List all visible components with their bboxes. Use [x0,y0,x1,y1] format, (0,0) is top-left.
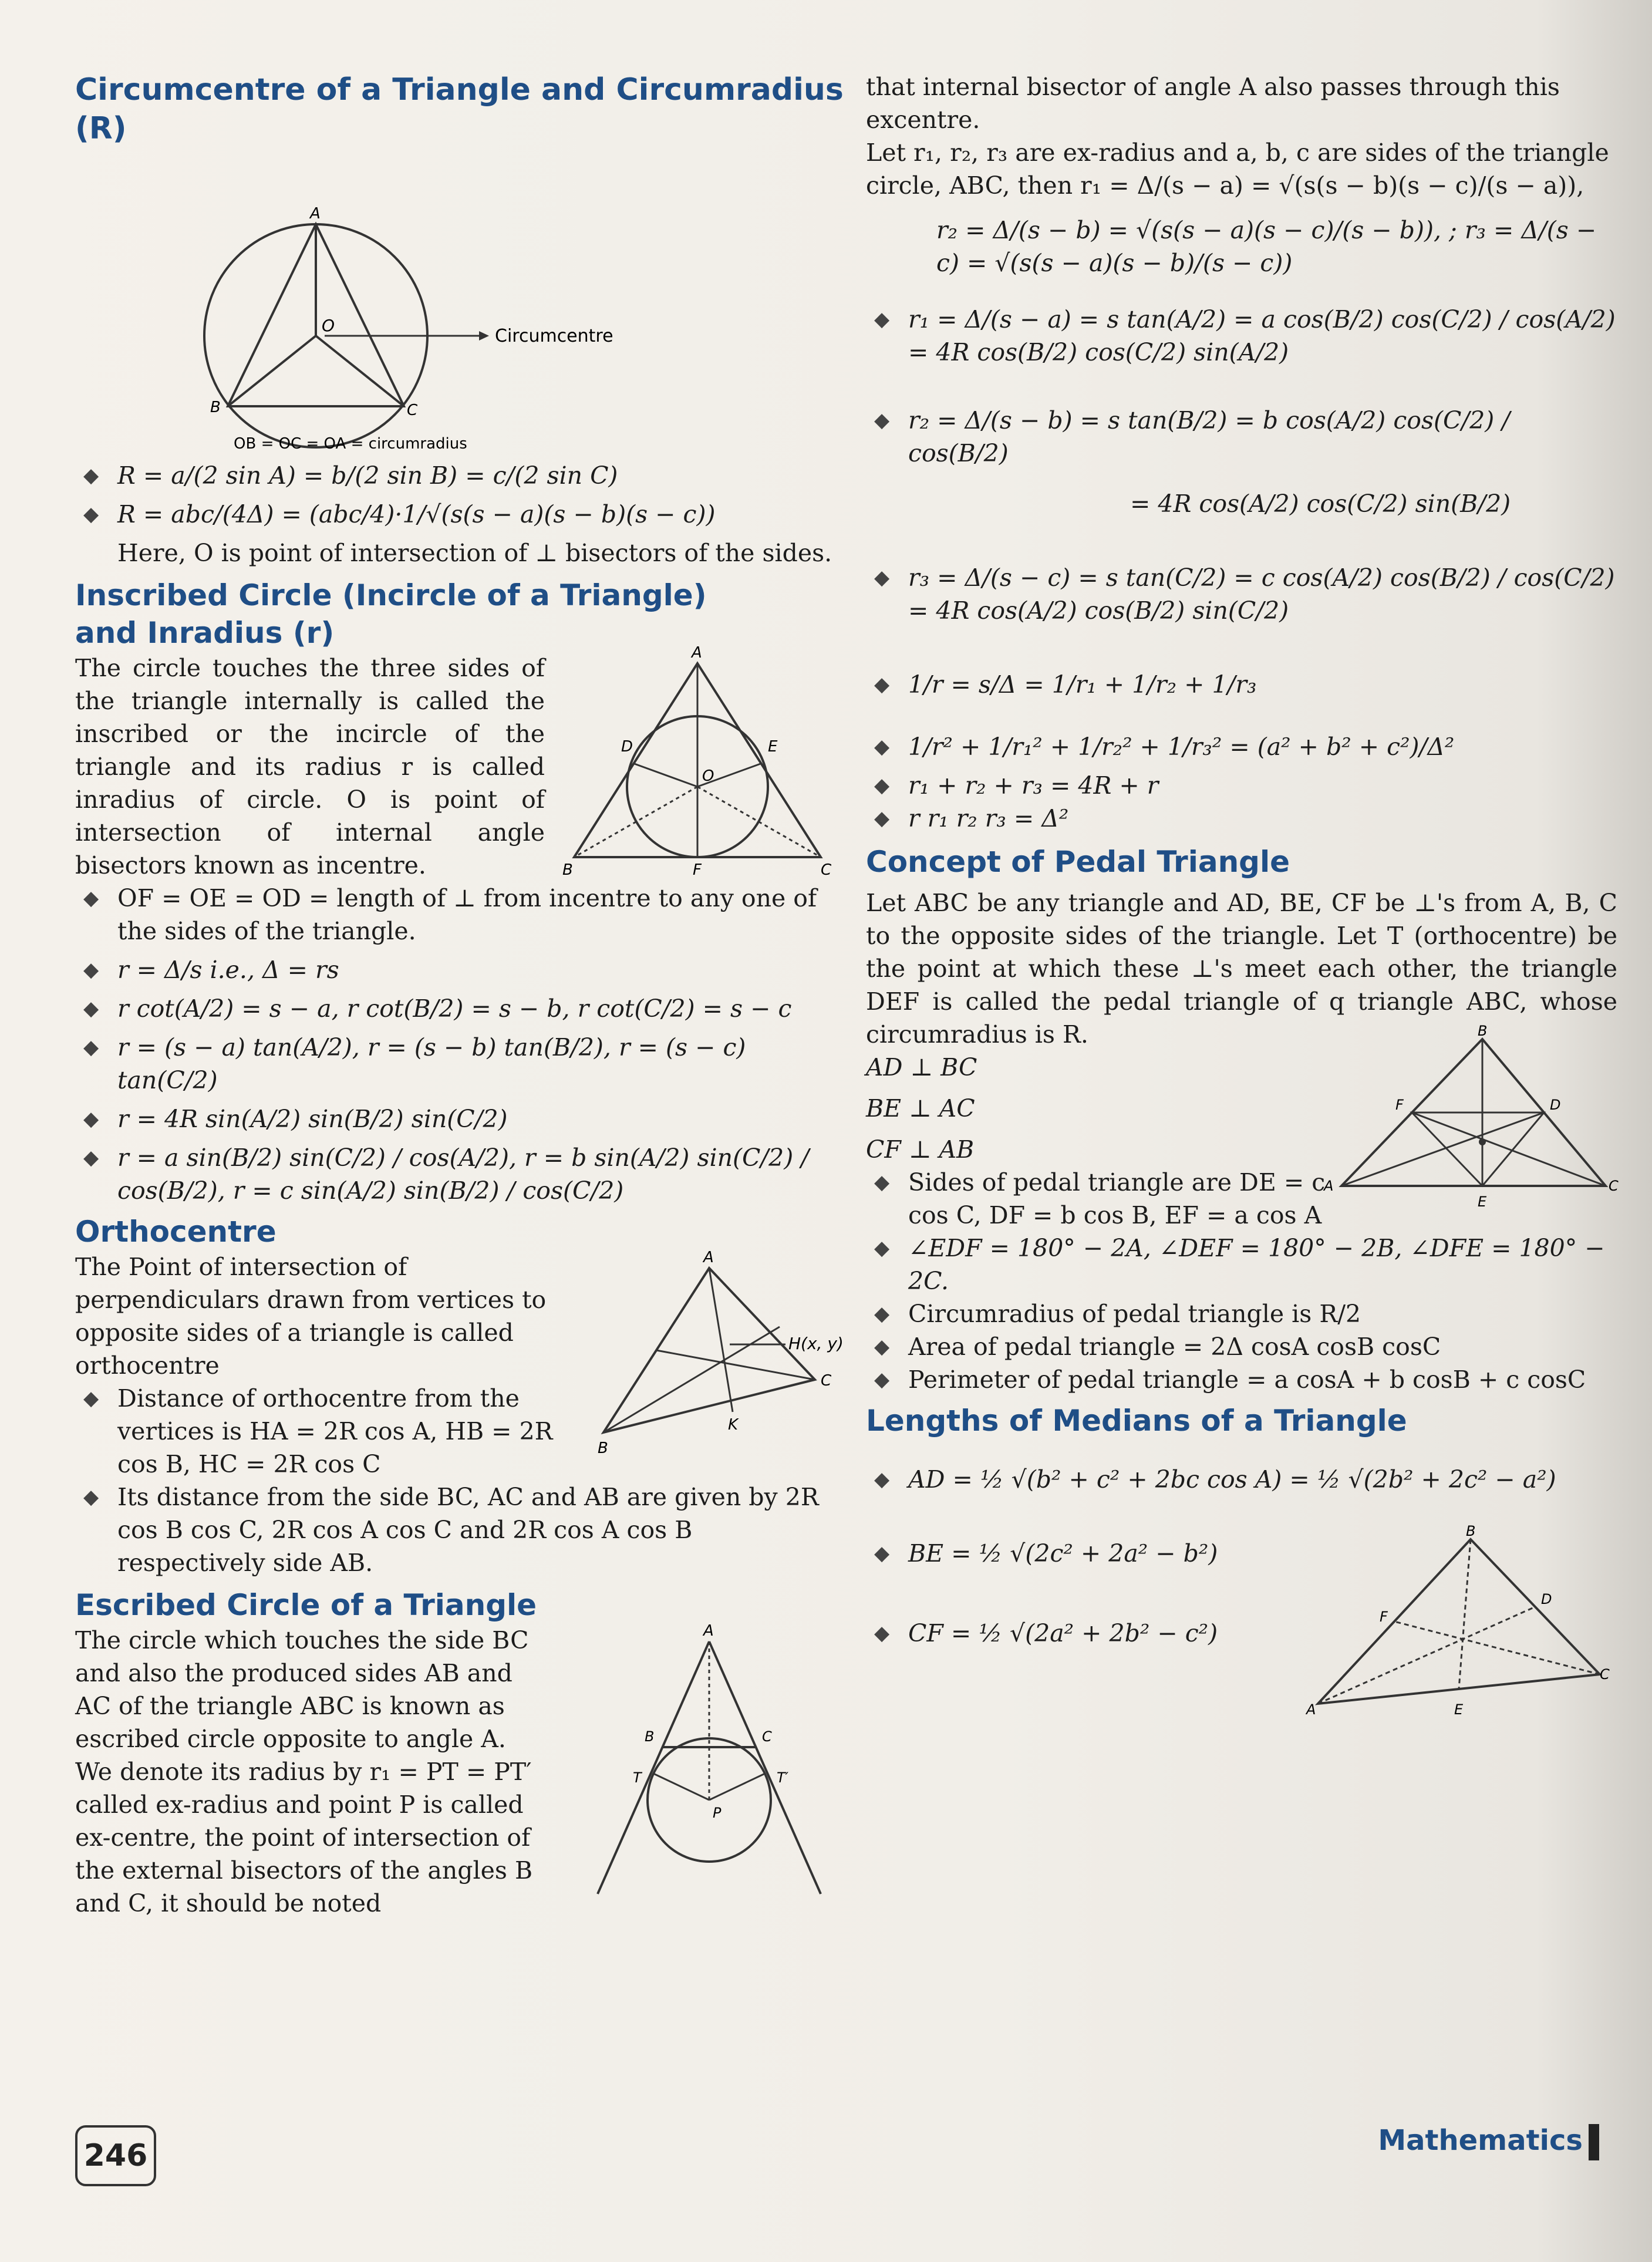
svg-text:C: C [407,402,418,419]
svg-text:A: A [310,205,321,223]
svg-text:C: C [821,861,832,879]
left-column [75,70,844,1920]
svg-text:A: A [1324,1178,1334,1194]
escribed-circle-diagram [574,1618,832,1900]
sum-exradius-formula: ◆ r₁ + r₂ + r₃ = 4R + r [874,771,1159,800]
exradius-r3-formula: ◆ r₃ = Δ/(s − c) = s tan(C/2) = c cos(A/2) cos(B/2) / cos(C/2) = 4R cos(A/2) cos(B/2) sin(C/2) [874,564,1615,625]
svg-text:E: E [1478,1194,1487,1210]
circumradius-formula-2: ◆ R = abc/(4Δ) = (abc/4)·1/√(s(s − a)(s − b)(s − c)) [83,500,716,528]
svg-text:D: D [621,738,633,756]
exradius-intro: Let r₁, r₂, r₃ are ex-radius and a, b, c are sides of the triangle circle, ABC, then r₁ = Δ/(s − a) = √(s(s − b)(s − c)/(s − a)), [866,139,1609,200]
pedal-paragraph: Let ABC be any triangle and AD, BE, CF be ⊥'s from A, B, C to the opposite sides of the triangle. Let T (orthocentre) be the point at which these ⊥'s meet each other, the triangle DEF is called the pedal triangle of q triangle ABC, whose circumradius is R. [866,889,1617,1049]
circumcentre-heading: Circumcentre of a Triangle and Circumradius (R) [75,72,844,146]
svg-text:D: D [1541,1591,1552,1607]
orthocentre-bullet-2: ◆ Its distance from the side BC, AC and AB are given by 2R cos B cos C, 2R cos A cos C and 2R cos A cos B respectively side AB. [83,1483,819,1577]
incircle-paragraph: The circle touches the three sides of the triangle internally is called the inscribed or the incircle of the triangle and its radius r is called inradius of circle. O is point of intersection of internal angle bisectors known as incentre. [75,654,545,879]
reciprocal-formula: ◆ 1/r = s/Δ = 1/r₁ + 1/r₂ + 1/r₃ [874,670,1257,699]
incircle-heading: Inscribed Circle (Incircle of a Triangle) and Inradius (r) [75,578,707,650]
svg-text:B: B [1478,1023,1488,1039]
orthocentre-label: H(x, y) [788,1334,844,1353]
product-formula: ◆ r r₁ r₂ r₃ = Δ² [874,804,1069,832]
medians-diagram [1306,1523,1611,1721]
medians-heading: Lengths of Medians of a Triangle [866,1404,1407,1438]
svg-text:F: F [1395,1097,1404,1113]
svg-text:F: F [1380,1609,1388,1625]
svg-text:A: A [692,644,702,662]
svg-text:O: O [702,767,714,785]
svg-text:B: B [562,861,573,879]
svg-text:B: B [1466,1523,1476,1539]
pedal-heading: Concept of Pedal Triangle [866,845,1290,879]
exradius-r2-formula: ◆ r₂ = Δ/(s − b) = s tan(B/2) = b cos(A/2) cos(C/2) / cos(B/2) [874,406,1511,467]
square-reciprocal-formula: ◆ 1/r² + 1/r₁² + 1/r₂² + 1/r₃² = (a² + b² + c²)/Δ² [874,733,1455,761]
svg-text:C: C [762,1728,772,1745]
inradius-formula-4: ◆ r = 4R sin(A/2) sin(B/2) sin(C/2) [83,1105,508,1133]
pedal-bullet-3: ◆ Circumradius of pedal triangle is R/2 [874,1300,1361,1328]
svg-text:B: B [598,1440,608,1457]
median-ad-formula: ◆ AD = ½ √(b² + c² + 2bc cos A) = ½ √(2b² + 2c² − a²) [874,1465,1556,1494]
page-number: 246 [75,2125,156,2186]
orthocentre-heading: Orthocentre [75,1215,277,1249]
exradius-r2-formula-cont: = 4R cos(A/2) cos(C/2) sin(B/2) [1130,490,1511,518]
circumcircle-figure [75,148,844,453]
incircle-bullet-1: ◆ OF = OE = OD = length of ⊥ from incentre to any one of the sides of the triangle. [83,884,817,945]
inradius-formula-1: ◆ r = Δ/s i.e., Δ = rs [83,956,339,984]
pedal-bullet-5: ◆ Perimeter of pedal triangle = a cosA + b cosB + c cosC [874,1366,1586,1394]
circumcentre-label: Circumcentre [495,326,613,346]
inradius-formula-3: ◆ r = (s − a) tan(A/2), r = (s − b) tan(B/2), r = (s − c) tan(C/2) [83,1033,746,1094]
circumradius-formula-1: ◆ R = a/(2 sin A) = b/(2 sin B) = c/(2 sin C) [83,461,618,490]
svg-text:A: A [1306,1701,1316,1718]
svg-text:K: K [728,1416,739,1434]
circumcentre-note: Here, O is point of intersection of ⊥ bisectors of the sides. [117,539,832,567]
svg-text:E: E [1454,1701,1464,1718]
svg-text:B: B [210,399,221,416]
inradius-formula-2: ◆ r cot(A/2) = s − a, r cot(B/2) = s − b, r cot(C/2) = s − c [83,995,792,1023]
pedal-bullet-2: ◆ ∠EDF = 180° − 2A, ∠DEF = 180° − 2B, ∠DFE = 180° − 2C. [874,1234,1605,1295]
svg-text:C: C [1600,1666,1610,1683]
median-cf-formula: ◆ CF = ½ √(2a² + 2b² − c²) [874,1619,1218,1647]
excentre-continuation: that internal bisector of angle A also passes through this excentre. [866,73,1560,134]
svg-text:B: B [645,1728,655,1745]
svg-text:F: F [693,861,702,879]
orthocentre-diagram [592,1245,844,1457]
pedal-triangle-diagram [1324,1023,1619,1221]
pedal-perp-1: AD ⊥ BC [866,1053,977,1081]
right-column [866,70,1619,1718]
svg-text:A: A [703,1249,714,1266]
pedal-perp-3: CF ⊥ AB [866,1135,975,1164]
svg-text:T: T [633,1769,642,1786]
orthocentre-paragraph: The Point of intersection of perpendiculars drawn from vertices to opposite sides of a triangle is called orthocentre [75,1253,547,1380]
svg-text:E: E [768,738,778,756]
svg-text:P: P [713,1805,722,1821]
circumradius-caption: OB = OC = OA = circumradius [234,435,467,453]
escribed-heading: Escribed Circle of a Triangle [75,1588,537,1622]
pedal-bullet-4: ◆ Area of pedal triangle = 2Δ cosA cosB cosC [874,1333,1441,1361]
svg-text:O: O [322,316,335,335]
svg-text:T′: T′ [777,1769,789,1786]
subject-label: Mathematics [1378,2124,1583,2157]
pedal-perp-2: BE ⊥ AC [866,1094,975,1122]
exradius-r1-formula: ◆ r₁ = Δ/(s − a) = s tan(A/2) = a cos(B/2) cos(C/2) / cos(A/2) = 4R cos(B/2) cos(C/2) sin(A/2) [874,305,1616,366]
subject-footer [1378,2124,1599,2160]
pedal-bullet-1: ◆ Sides of pedal triangle are DE = c cos C, DF = b cos B, EF = a cos A [874,1168,1326,1229]
orthocentre-bullet-1: ◆ Distance of orthocentre from the vertices is HA = 2R cos A, HB = 2R cos B, HC = 2R cos C [83,1384,553,1478]
footer-bar [1589,2124,1599,2160]
svg-text:D: D [1550,1097,1561,1113]
svg-text:A: A [703,1622,714,1640]
inradius-formula-5: ◆ r = a sin(B/2) sin(C/2) / cos(A/2), r = b sin(A/2) sin(C/2) / cos(B/2), r = c sin(A/2) sin(B/2) / cos(C/2) [83,1144,810,1205]
incircle-diagram [562,634,838,881]
exradius-r2-r3: r₂ = Δ/(s − b) = √(s(s − a)(s − c)/(s − b)), ; r₃ = Δ/(s − c) = √(s(s − a)(s − b)/(s − c)) [936,216,1597,277]
escribed-paragraph: The circle which touches the side BC and also the produced sides AB and AC of the triangle ABC is known as escribed circle opposite to angle A. We denote its radius by r₁ = PT = PT′ called ex-radius and point P is called ex-centre, the point of intersection of the external bisectors of the angles B and C, it should be noted [75,1626,533,1917]
circumcircle-diagram [193,148,780,453]
median-be-formula: ◆ BE = ½ √(2c² + 2a² − b²) [874,1539,1218,1567]
svg-text:C: C [821,1372,832,1390]
svg-text:C: C [1609,1178,1619,1194]
